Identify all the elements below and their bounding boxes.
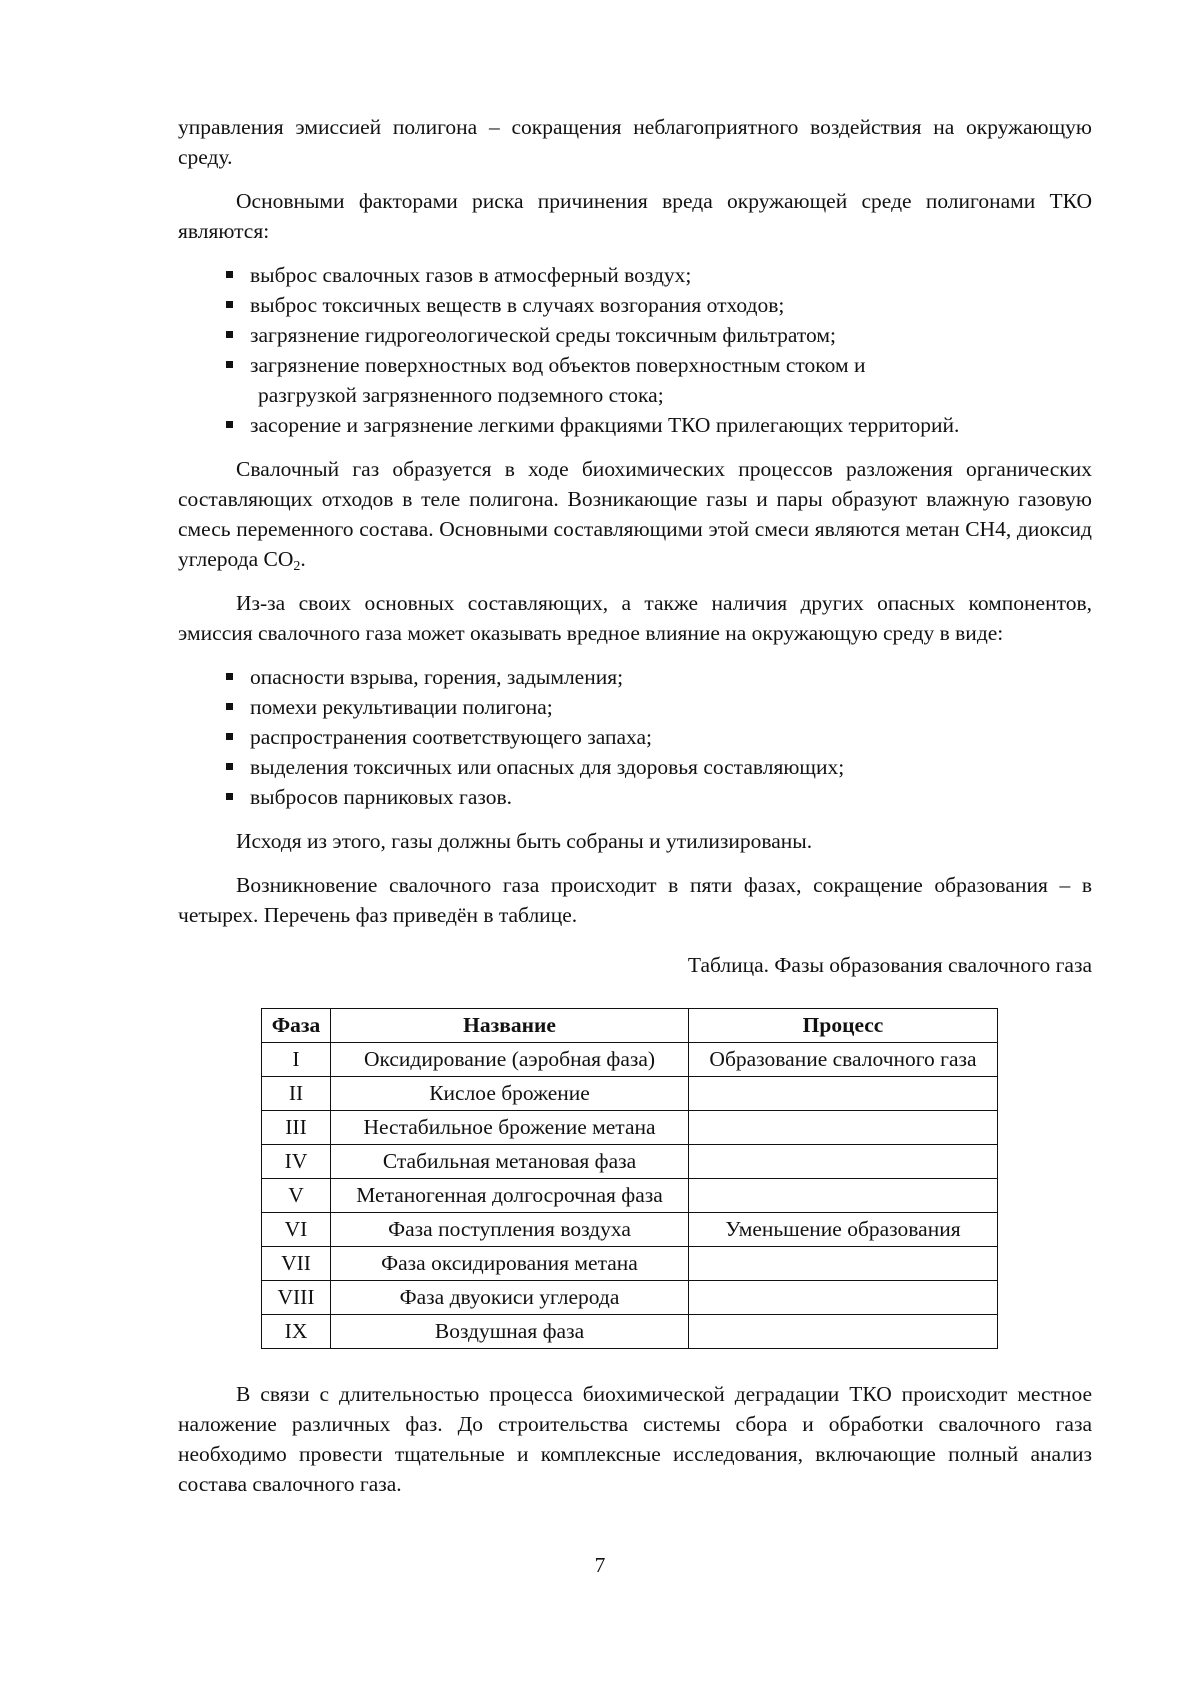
- table-body: [262, 1043, 998, 1349]
- table-row: [262, 1179, 998, 1213]
- list-item-line: разгрузкой загрязненного подземного стока;: [258, 383, 664, 407]
- cell-process: [689, 1145, 998, 1179]
- emission-effects-list: [178, 662, 1092, 812]
- list-item: загрязнение гидрогеологической среды токсичным фильтратом;: [250, 320, 1092, 350]
- risk-factors-list: [178, 260, 1092, 440]
- list-item: выброс свалочных газов в атмосферный воздух;: [250, 260, 1092, 290]
- list-item: засорение и загрязнение легкими фракциями ТКО прилегающих территорий.: [250, 410, 1092, 440]
- cell-process: [689, 1179, 998, 1213]
- list-item: выбросов парниковых газов.: [250, 782, 1092, 812]
- list-item: опасности взрыва, горения, задымления;: [250, 662, 1092, 692]
- cell-name: Воздушная фаза: [331, 1315, 689, 1349]
- paragraph-intro: управления эмиссией полигона – сокращения неблагоприятного воздействия на окружающую среду.: [178, 115, 1092, 169]
- cell-process: [689, 1077, 998, 1111]
- cell-phase: IV: [262, 1145, 331, 1179]
- subscript: 2: [293, 559, 301, 574]
- cell-phase: III: [262, 1111, 331, 1145]
- list-item: [250, 350, 1092, 410]
- page-number: 7: [594, 1553, 606, 1577]
- cell-phase: VIII: [262, 1281, 331, 1315]
- header-phase: Фаза: [262, 1009, 331, 1043]
- cell-process: [689, 1247, 998, 1281]
- cell-name: Кислое брожение: [331, 1077, 689, 1111]
- table-header-row: [262, 1009, 998, 1043]
- paragraph-emission-effects: Из-за своих основных составляющих, а также наличия других опасных компонентов, эмиссия свалочного газа может оказывать вредное влияние на окружающую среду в виде:: [178, 591, 1092, 645]
- table-row: [262, 1281, 998, 1315]
- cell-phase: VII: [262, 1247, 331, 1281]
- cell-name: Фаза оксидирования метана: [331, 1247, 689, 1281]
- table-row: [262, 1315, 998, 1349]
- cell-process: Уменьшение образования: [689, 1213, 998, 1247]
- list-item: выделения токсичных или опасных для здоровья составляющих;: [250, 752, 1092, 782]
- cell-process: Образование свалочного газа: [689, 1043, 998, 1077]
- cell-phase: II: [262, 1077, 331, 1111]
- table-row: [262, 1213, 998, 1247]
- table-row: [262, 1145, 998, 1179]
- cell-process: [689, 1315, 998, 1349]
- list-item: помехи рекультивации полигона;: [250, 692, 1092, 722]
- paragraph-degradation: В связи с длительностью процесса биохимической деградации ТКО происходит местное наложение различных фаз. До строительства системы сбора и обработки свалочного газа необходимо провести тщательные и комплексные исследования, включающие полный анализ состава свалочного газа.: [178, 1382, 1092, 1496]
- cell-phase: VI: [262, 1213, 331, 1247]
- cell-phase: V: [262, 1179, 331, 1213]
- header-process: Процесс: [689, 1009, 998, 1043]
- cell-name: Нестабильное брожение метана: [331, 1111, 689, 1145]
- cell-name: Фаза двуокиси углерода: [331, 1281, 689, 1315]
- cell-process: [689, 1111, 998, 1145]
- paragraph-phases: Возникновение свалочного газа происходит в пяти фазах, сокращение образования – в четырех. Перечень фаз приведён в таблице.: [178, 873, 1092, 927]
- paragraph-conclusion: Исходя из этого, газы должны быть собраны и утилизированы.: [236, 829, 813, 853]
- cell-name: Оксидирование (аэробная фаза): [331, 1043, 689, 1077]
- cell-process: [689, 1281, 998, 1315]
- table-row: [262, 1043, 998, 1077]
- paragraph-end: .: [300, 547, 306, 571]
- paragraph-text: Свалочный газ образуется в ходе биохимических процессов разложения органических составляющих отходов в теле полигона. Возникающие газы и пары образуют влажную газовую смесь переменного состава. Основными составляющими этой смеси являются метан СН4, диоксид углерода СО: [178, 457, 1092, 571]
- paragraph-landfill-gas: [178, 454, 1092, 574]
- cell-name: Стабильная метановая фаза: [331, 1145, 689, 1179]
- phases-table: [261, 1008, 998, 1349]
- list-item: выброс токсичных веществ в случаях возгорания отходов;: [250, 290, 1092, 320]
- cell-name: Метаногенная долгосрочная фаза: [331, 1179, 689, 1213]
- list-item: распространения соответствующего запаха;: [250, 722, 1092, 752]
- header-name: Название: [331, 1009, 689, 1043]
- cell-phase: IX: [262, 1315, 331, 1349]
- paragraph-risk-factors: Основными факторами риска причинения вреда окружающей среде полигонами ТКО являются:: [178, 189, 1092, 243]
- table-caption: Таблица. Фазы образования свалочного газа: [687, 953, 1092, 977]
- cell-name: Фаза поступления воздуха: [331, 1213, 689, 1247]
- table-row: [262, 1077, 998, 1111]
- list-item-line: загрязнение поверхностных вод объектов поверхностным стоком и: [250, 353, 866, 377]
- table-row: [262, 1111, 998, 1145]
- table-row: [262, 1247, 998, 1281]
- cell-phase: I: [262, 1043, 331, 1077]
- page-content: [178, 112, 1092, 1499]
